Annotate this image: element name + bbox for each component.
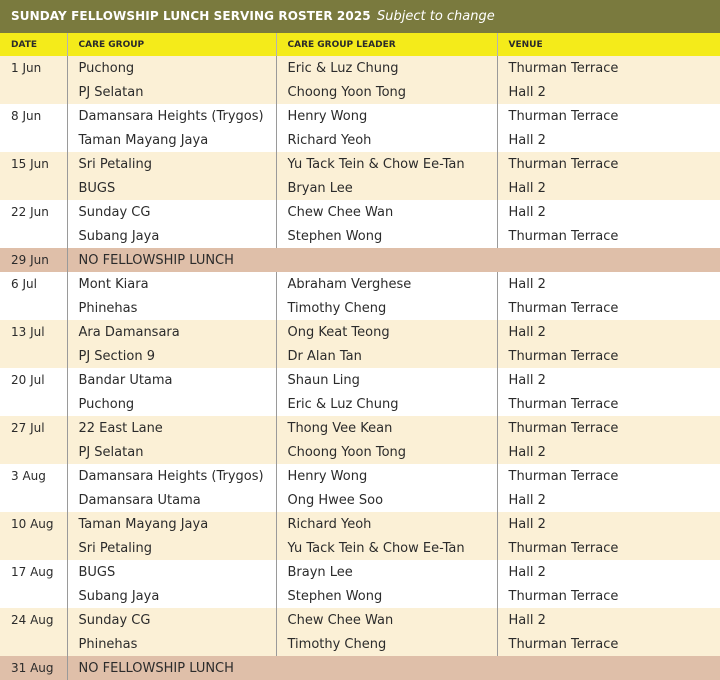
- date-cell: 31 Aug: [0, 656, 67, 680]
- leader-cell: Bryan Lee: [276, 176, 497, 200]
- date-cell: [0, 296, 67, 320]
- venue-cell: Thurman Terrace: [497, 392, 720, 416]
- venue-cell: Hall 2: [497, 512, 720, 536]
- table-row: [0, 320, 720, 344]
- leader-cell: Chew Chee Wan: [276, 608, 497, 632]
- care-group-cell: Ara Damansara: [67, 320, 276, 344]
- care-group-cell: 22 East Lane: [67, 416, 276, 440]
- leader-cell: Eric & Luz Chung: [276, 56, 497, 80]
- venue-cell: Thurman Terrace: [497, 464, 720, 488]
- leader-cell: Choong Yoon Tong: [276, 80, 497, 104]
- care-group-cell: PJ Selatan: [67, 440, 276, 464]
- header-care-group: CARE GROUP: [67, 33, 276, 56]
- leader-cell: Henry Wong: [276, 104, 497, 128]
- care-group-cell: Taman Mayang Jaya: [67, 128, 276, 152]
- header-date: DATE: [0, 33, 67, 56]
- venue-cell: Hall 2: [497, 320, 720, 344]
- date-cell: 3 Aug: [0, 464, 67, 488]
- roster-table: [0, 33, 720, 680]
- leader-cell: Timothy Cheng: [276, 632, 497, 656]
- leader-cell: Ong Keat Teong: [276, 320, 497, 344]
- no-lunch-row: [0, 656, 720, 680]
- date-cell: 20 Jul: [0, 368, 67, 392]
- care-group-cell: Puchong: [67, 392, 276, 416]
- header-venue: VENUE: [497, 33, 720, 56]
- leader-cell: Stephen Wong: [276, 584, 497, 608]
- table-row: [0, 392, 720, 416]
- venue-cell: Hall 2: [497, 80, 720, 104]
- leader-cell: Choong Yoon Tong: [276, 440, 497, 464]
- care-group-cell: Sunday CG: [67, 200, 276, 224]
- date-cell: 27 Jul: [0, 416, 67, 440]
- leader-cell: Timothy Cheng: [276, 296, 497, 320]
- care-group-cell: Puchong: [67, 56, 276, 80]
- leader-cell: Henry Wong: [276, 464, 497, 488]
- leader-cell: Richard Yeoh: [276, 512, 497, 536]
- venue-cell: Hall 2: [497, 368, 720, 392]
- date-cell: [0, 440, 67, 464]
- table-row: [0, 272, 720, 296]
- venue-cell: Hall 2: [497, 200, 720, 224]
- table-row: [0, 176, 720, 200]
- leader-cell: Richard Yeoh: [276, 128, 497, 152]
- table-row: [0, 344, 720, 368]
- table-row: [0, 560, 720, 584]
- table-row: [0, 512, 720, 536]
- date-cell: 24 Aug: [0, 608, 67, 632]
- care-group-cell: Bandar Utama: [67, 368, 276, 392]
- date-cell: 17 Aug: [0, 560, 67, 584]
- venue-cell: Thurman Terrace: [497, 536, 720, 560]
- date-cell: [0, 176, 67, 200]
- table-row: [0, 464, 720, 488]
- venue-cell: Thurman Terrace: [497, 344, 720, 368]
- care-group-cell: BUGS: [67, 560, 276, 584]
- date-cell: [0, 344, 67, 368]
- care-group-cell: Damansara Utama: [67, 488, 276, 512]
- leader-cell: Ong Hwee Soo: [276, 488, 497, 512]
- date-cell: [0, 536, 67, 560]
- date-cell: 1 Jun: [0, 56, 67, 80]
- venue-cell: Thurman Terrace: [497, 56, 720, 80]
- care-group-cell: Damansara Heights (Trygos): [67, 464, 276, 488]
- date-cell: 13 Jul: [0, 320, 67, 344]
- date-cell: [0, 584, 67, 608]
- venue-cell: Hall 2: [497, 488, 720, 512]
- leader-cell: Dr Alan Tan: [276, 344, 497, 368]
- care-group-cell: Damansara Heights (Trygos): [67, 104, 276, 128]
- table-row: [0, 200, 720, 224]
- leader-cell: Yu Tack Tein & Chow Ee-Tan: [276, 152, 497, 176]
- table-row: [0, 536, 720, 560]
- leader-cell: Chew Chee Wan: [276, 200, 497, 224]
- leader-cell: Brayn Lee: [276, 560, 497, 584]
- no-lunch-cell: NO FELLOWSHIP LUNCH: [67, 248, 720, 272]
- leader-cell: Abraham Verghese: [276, 272, 497, 296]
- venue-cell: Thurman Terrace: [497, 584, 720, 608]
- venue-cell: Thurman Terrace: [497, 152, 720, 176]
- care-group-cell: Subang Jaya: [67, 584, 276, 608]
- date-cell: [0, 80, 67, 104]
- table-row: [0, 584, 720, 608]
- title-bar: [0, 0, 720, 33]
- date-cell: 29 Jun: [0, 248, 67, 272]
- care-group-cell: Sunday CG: [67, 608, 276, 632]
- header-row: [0, 33, 720, 56]
- table-row: [0, 296, 720, 320]
- no-lunch-row: [0, 248, 720, 272]
- venue-cell: Thurman Terrace: [497, 296, 720, 320]
- table-row: [0, 128, 720, 152]
- date-cell: [0, 488, 67, 512]
- care-group-cell: PJ Selatan: [67, 80, 276, 104]
- roster-title: SUNDAY FELLOWSHIP LUNCH SERVING ROSTER 2025: [11, 9, 371, 23]
- table-row: [0, 368, 720, 392]
- venue-cell: Hall 2: [497, 560, 720, 584]
- leader-cell: Stephen Wong: [276, 224, 497, 248]
- care-group-cell: Mont Kiara: [67, 272, 276, 296]
- care-group-cell: Subang Jaya: [67, 224, 276, 248]
- table-row: [0, 152, 720, 176]
- care-group-cell: Phinehas: [67, 296, 276, 320]
- roster-body: [0, 56, 720, 680]
- date-cell: 15 Jun: [0, 152, 67, 176]
- table-row: [0, 56, 720, 80]
- date-cell: [0, 392, 67, 416]
- venue-cell: Hall 2: [497, 440, 720, 464]
- leader-cell: Yu Tack Tein & Chow Ee-Tan: [276, 536, 497, 560]
- venue-cell: Thurman Terrace: [497, 104, 720, 128]
- table-row: [0, 440, 720, 464]
- table-row: [0, 608, 720, 632]
- no-lunch-cell: NO FELLOWSHIP LUNCH: [67, 656, 720, 680]
- date-cell: [0, 224, 67, 248]
- care-group-cell: Taman Mayang Jaya: [67, 512, 276, 536]
- table-row: [0, 416, 720, 440]
- table-row: [0, 224, 720, 248]
- date-cell: [0, 128, 67, 152]
- table-row: [0, 632, 720, 656]
- venue-cell: Thurman Terrace: [497, 632, 720, 656]
- care-group-cell: Sri Petaling: [67, 536, 276, 560]
- date-cell: 8 Jun: [0, 104, 67, 128]
- date-cell: 22 Jun: [0, 200, 67, 224]
- leader-cell: Thong Vee Kean: [276, 416, 497, 440]
- venue-cell: Thurman Terrace: [497, 224, 720, 248]
- table-row: [0, 104, 720, 128]
- venue-cell: Hall 2: [497, 176, 720, 200]
- date-cell: 10 Aug: [0, 512, 67, 536]
- care-group-cell: Phinehas: [67, 632, 276, 656]
- table-row: [0, 488, 720, 512]
- care-group-cell: PJ Section 9: [67, 344, 276, 368]
- date-cell: [0, 632, 67, 656]
- care-group-cell: Sri Petaling: [67, 152, 276, 176]
- venue-cell: Hall 2: [497, 128, 720, 152]
- roster-subtitle: Subject to change: [377, 9, 495, 24]
- venue-cell: Thurman Terrace: [497, 416, 720, 440]
- table-row: [0, 80, 720, 104]
- care-group-cell: BUGS: [67, 176, 276, 200]
- header-care-group-leader: CARE GROUP LEADER: [276, 33, 497, 56]
- leader-cell: Eric & Luz Chung: [276, 392, 497, 416]
- date-cell: 6 Jul: [0, 272, 67, 296]
- venue-cell: Hall 2: [497, 272, 720, 296]
- venue-cell: Hall 2: [497, 608, 720, 632]
- leader-cell: Shaun Ling: [276, 368, 497, 392]
